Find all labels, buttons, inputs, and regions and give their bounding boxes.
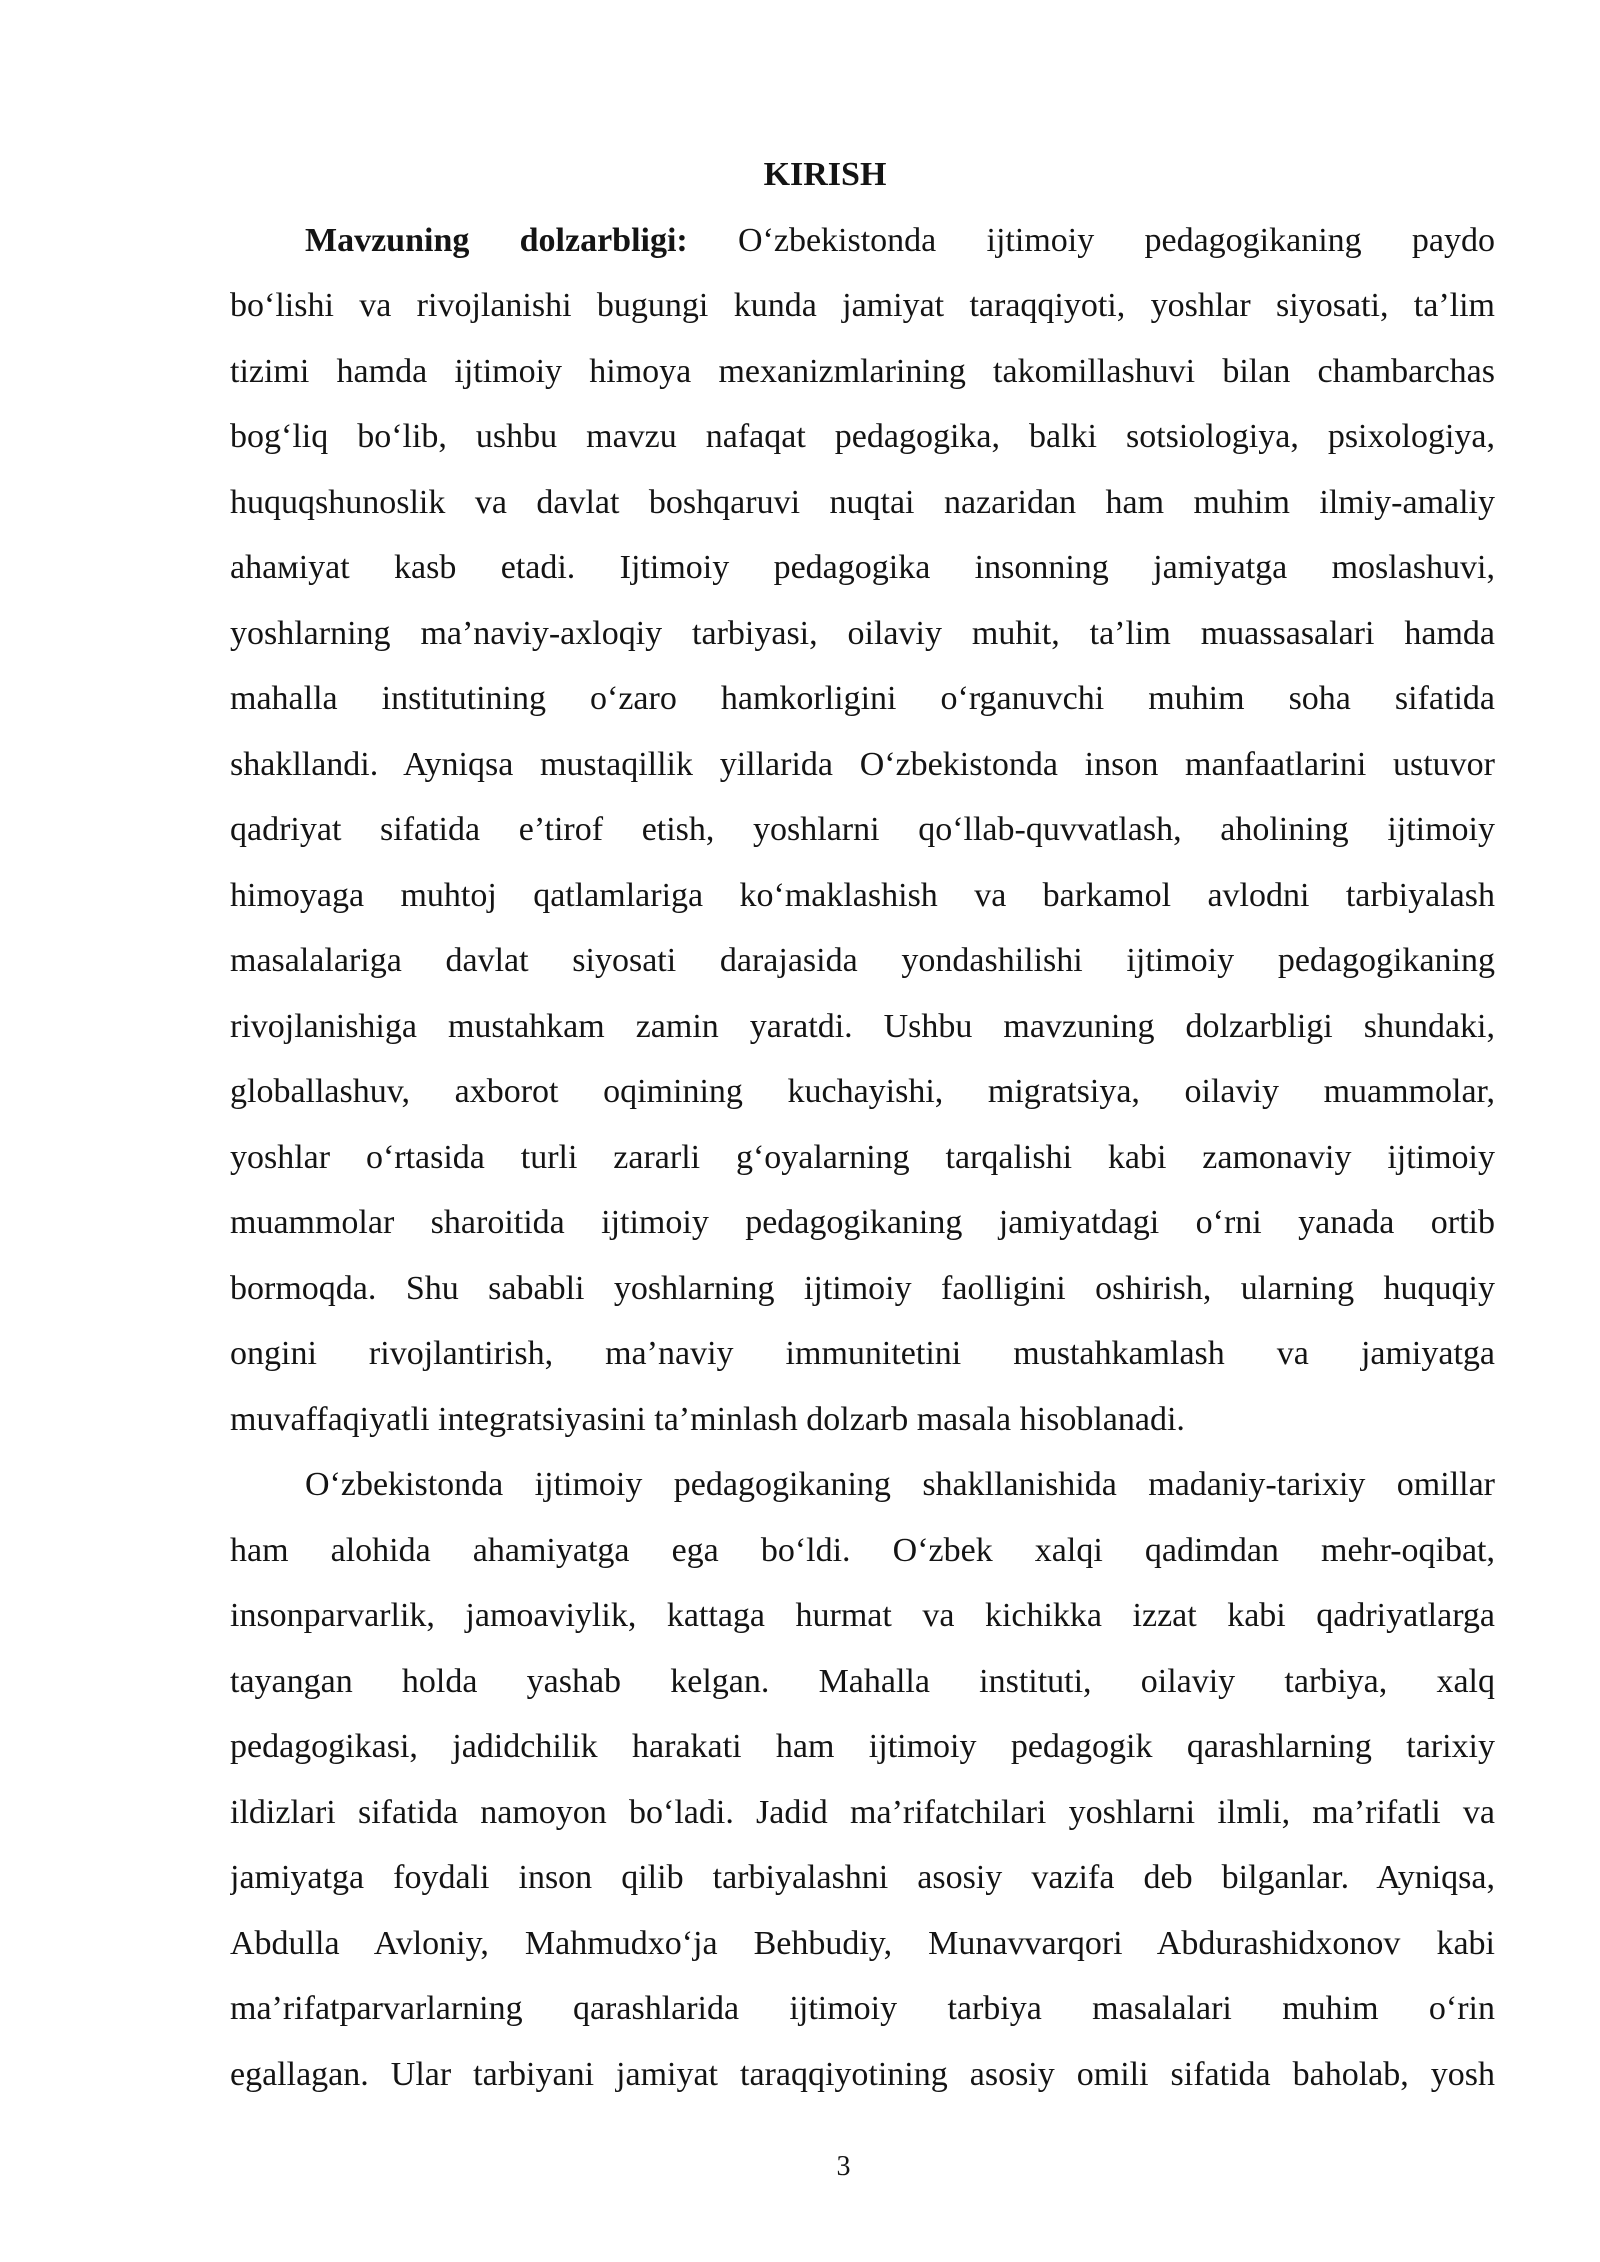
- text-line: ongini rivojlantirish, ma’naviy immunitetini mustahkamlash va jamiyatga: [230, 1335, 1495, 1372]
- text-line: yoshlar o‘rtasida turli zararli g‘oyalarning tarqalishi kabi zamonaviy ijtimoiy: [230, 1138, 1495, 1176]
- text-line: O‘zbekistonda ijtimoiy pedagogikaning shakllanishida madaniy-tarixiy omillar: [305, 1466, 1495, 1503]
- text-line: mahalla institutining o‘zaro hamkorligini o‘rganuvchi muhim soha sifatida: [230, 680, 1495, 717]
- paragraph: [230, 1452, 1495, 2107]
- paragraph-lead: Mavzuning dolzarbligi:: [305, 221, 688, 259]
- text-line: rivojlanishiga mustahkam zamin yaratdi. Ushbu mavzuning dolzarbligi shundaki,: [230, 1007, 1495, 1045]
- paragraph: [230, 208, 1495, 1453]
- text-line: qadriyat sifatida e’tirof etish, yoshlarni qo‘llab-quvvatlash, aholining ijtimoiy: [230, 811, 1495, 848]
- text-line: himoyaga muhtoj qatlamlariga ko‘maklashish va barkamol avlodni tarbiyalash: [230, 876, 1495, 914]
- text-line: globallashuv, axborot oqimining kuchayishi, migratsiya, oilaviy muammolar,: [230, 1073, 1495, 1110]
- text-line: pedagogikasi, jadidchilik harakati ham ijtimoiy pedagogik qarashlarning tarixiy: [230, 1728, 1495, 1765]
- page-number: 3: [836, 2151, 851, 2182]
- document-body: [230, 142, 1495, 2107]
- text-line: egallagan. Ular tarbiyani jamiyat taraqqiyotining asosiy omili sifatida baholab, yosh: [230, 2055, 1495, 2093]
- text-line: tayangan holda yashab kelgan. Mahalla instituti, oilaviy tarbiya, xalq: [230, 1662, 1495, 1700]
- text-line-content: O‘zbekistonda ijtimoiy pedagogikaning paydo: [738, 221, 1495, 259]
- text-line: shakllandi. Ayniqsa mustaqillik yillarida O‘zbekistonda inson manfaatlarini ustuvor: [230, 745, 1495, 783]
- text-line: huquqshunoslik va davlat boshqaruvi nuqtai nazaridan ham muhim ilmiy-amaliy: [230, 483, 1495, 521]
- text-line: ahaмiyat kasb etadi. Ijtimoiy pedagogika insonning jamiyatga moslashuvi,: [230, 549, 1495, 586]
- text-line: tizimi hamda ijtimoiy himoya mexanizmlarining takomillashuvi bilan chambarchas: [230, 352, 1495, 390]
- text-line: yoshlarning ma’naviy-axloqiy tarbiyasi, oilaviy muhit, ta’lim muassasalari hamda: [230, 614, 1495, 652]
- text-line: ma’rifatparvarlarning qarashlarida ijtimoiy tarbiya masalalari muhim o‘rin: [230, 1990, 1495, 2027]
- text-line: ham alohida ahamiyatga ega bo‘ldi. O‘zbek xalqi qadimdan mehr-oqibat,: [230, 1531, 1495, 1569]
- text-line: bog‘liq bo‘lib, ushbu mavzu nafaqat pedagogika, balki sotsiologiya, psixologiya,: [230, 418, 1495, 455]
- text-line: muvaffaqiyatli integratsiyasini ta’minlash dolzarb masala hisoblanadi.: [230, 1400, 1185, 1438]
- text-line: insonparvarlik, jamoaviylik, kattaga hurmat va kichikka izzat kabi qadriyatlarga: [230, 1597, 1495, 1634]
- text-line: ildizlari sifatida namoyon bo‘ladi. Jadid ma’rifatchilari yoshlarni ilmli, ma’rifatli va: [230, 1793, 1495, 1831]
- text-line: Abdulla Avloniy, Mahmudxo‘ja Behbudiy, Munavvarqori Abdurashidxonov kabi: [230, 1924, 1495, 1962]
- text-line: bormoqda. Shu sababli yoshlarning ijtimoiy faolligini oshirish, ularning huquqiy: [230, 1269, 1495, 1307]
- text-line: [230, 208, 1495, 274]
- text-line: muammolar sharoitida ijtimoiy pedagogikaning jamiyatdagi o‘rni yanada ortib: [230, 1204, 1495, 1241]
- page-title: KIRISH: [763, 156, 887, 193]
- text-line: bo‘lishi va rivojlanishi bugungi kunda jamiyat taraqqiyoti, yoshlar siyosati, ta’lim: [230, 287, 1495, 324]
- text-line: jamiyatga foydali inson qilib tarbiyalashni asosiy vazifa deb bilganlar. Ayniqsa,: [230, 1859, 1495, 1896]
- text-line: masalalariga davlat siyosati darajasida yondashilishi ijtimoiy pedagogikaning: [230, 942, 1495, 979]
